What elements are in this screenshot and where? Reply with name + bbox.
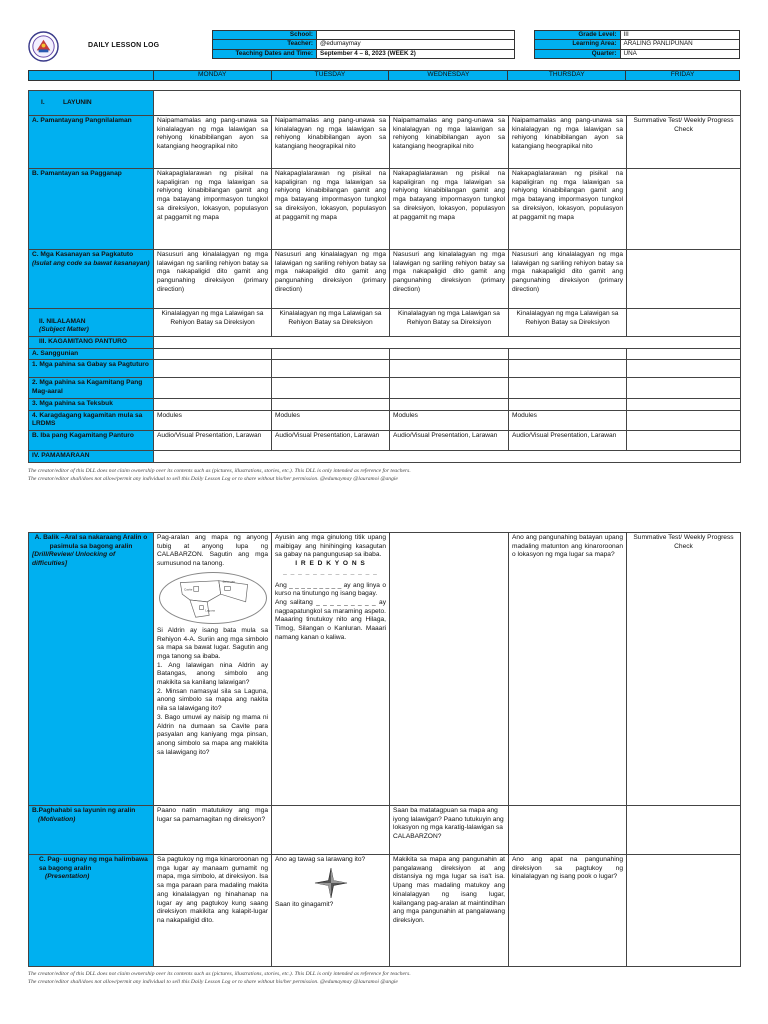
sang-mon: [154, 348, 272, 360]
balik-aral-subtitle: [Drill/Review/ Unlocking of difficulties]: [32, 551, 116, 568]
kas-tuesday: Nasusuri ang kinalalagyan ng mga lalawigan ng sariling rehiyon batay sa mga nakapaligid dito gamit ang pangunahing direksiyon (primary direction): [272, 250, 390, 309]
lrdms-friday: [627, 410, 741, 430]
pang-monday: Naipamamalas ang pang-unawa sa kinalalagyan ng mga lalawigan sa rehiyong kinabibilangan ayon sa katangiang heograpikal nito: [154, 116, 272, 169]
pamamaraan-row: [29, 450, 741, 462]
pamantayan-pagganap-row: [29, 169, 741, 250]
grade-value: III: [620, 31, 739, 40]
day-wednesday: WEDNESDAY: [389, 71, 508, 81]
pag-uugnay-thursday: Ano ang apat na pangunahing direksiyon sa pagtukoy ng kinalalagyan ng isang pook o lugar?: [509, 855, 627, 967]
paghahabi-wednesday: Saan ba matatagpuan sa mapa ang iyong lalawigan? Paano tutukuyin ang lokasyon ng mga karatig-lalawigan sa CALABARZON?: [390, 806, 509, 855]
pamamaraan-blank: [154, 450, 741, 462]
paghahabi-row: [29, 806, 741, 855]
iba-pang-kagamitan-row: [29, 430, 741, 450]
grade-row: [535, 31, 740, 40]
pamantayang-pangnilalaman-label: A. Pamantayang Pangnilalaman: [29, 116, 154, 169]
grade-info-table: [534, 30, 740, 59]
pag-thursday: Nakapaglalarawan ng pisikal na kapaligiran ng mga lalawigan sa rehiyong kinabibilangan gamit ang mga batayang impormasyon tungkol sa direksiyon, lokasyon, populasyon at paggamit ng mapa: [509, 169, 627, 250]
gabay-tue: [272, 360, 390, 378]
teksbuk-label: 3. Mga pahina sa Teksbuk: [29, 398, 154, 410]
disclaimer-line1: The creator/editor of this DLL does not claim ownership over its contents such as (pictures, illustrations, stories, etc.). This DLL is only intended as reference for teachers.: [28, 468, 411, 474]
map-label-batangas: Batangas: [222, 579, 235, 584]
compass-rose-icon: [313, 867, 349, 899]
dates-label: Teaching Dates and Time:: [213, 49, 317, 58]
kasanayan-title: C. Mga Kasanayan sa Pagkatuto: [32, 251, 134, 258]
kas-thursday: Nasusuri ang kinalalagyan ng mga lalawigan ng sariling rehiyon batay sa mga nakapaligid dito gamit ang pangunahing direksiyon (primary direction): [509, 250, 627, 309]
balik-aral-label: [29, 533, 154, 806]
paghahabi-title: B.Paghahabi sa layunin ng aralin: [32, 807, 136, 814]
school-label: School:: [213, 31, 317, 40]
pag-uugnay-tuesday: [272, 855, 390, 967]
jumbled-sentence-1: Ang _ _ _ _ _ _ _ _ _ ay ang linya o kurso na tinutungo ng isang bagay.: [275, 581, 386, 598]
tb-mon: [154, 398, 272, 410]
nil-friday: [627, 309, 741, 337]
kagamitang-mag-aaral-label: 2. Mga pahina sa Kagamitang Pang Mag-aaral: [29, 378, 154, 398]
school-info-table: [212, 30, 515, 59]
kagamitang-panturo-label: III. KAGAMITANG PANTURO: [29, 337, 154, 349]
nilalaman-subtitle: (Subject Matter): [39, 326, 89, 334]
pang-thursday: Naipamamalas ang pang-unawa sa kinalalagyan ng mga lalawigan sa rehiyong kinabibilangan ayon sa katangiang heograpikal nito: [509, 116, 627, 169]
balik-friday: Summative Test/ Weekly Progress Check: [627, 533, 741, 806]
balik-wednesday: [390, 533, 509, 806]
jumbled-intro: Ayusin ang mga ginulong titik upang maibigay ang hinihinging kasagutan sa gabay na pangungusap sa ibaba.: [275, 534, 386, 559]
lrdms-tuesday: Modules: [272, 410, 390, 430]
question-1: 1. Ang lalawigan nina Aldrin ay Batangas, anong simbolo ang makikita sa kanilang lalawigan?: [157, 661, 268, 687]
kagamitang-panturo-blank: [154, 337, 741, 349]
pamamaraan-label: IV. PAMAMARAAN: [29, 450, 154, 462]
km-wed: [390, 378, 509, 398]
question-2: 2. Minsan namasyal sila sa Laguna, anong simbolo sa mapa ang nakita nila sa lalawigang ito?: [157, 687, 268, 713]
tb-wed: [390, 398, 509, 410]
pag-monday: Nakapaglalarawan ng pisikal na kapaligiran ng mga lalawigan sa rehiyong kinabibilangan gamit ang mga batayang impormasyon tungkol sa direksiyon, lokasyon, populasyon at paggamit ng mapa: [154, 169, 272, 250]
pag-uugnay-subtitle: (Presentation): [45, 873, 90, 881]
map-intro: Pag-aralan ang mapa ng anyong tubig at anyong lupa ng CALABARZON. Sagutin ang mga sumusunod na tanong.: [157, 534, 268, 568]
balik-monday: [154, 533, 272, 806]
iba-wednesday: Audio/Visual Presentation, Larawan: [390, 430, 509, 450]
tb-fri: [627, 398, 741, 410]
grade-label: Grade Level:: [535, 31, 621, 40]
balik-aral-title: A. Balik –Aral sa nakaraang Aralin o pasimula sa bagong aralin: [34, 534, 148, 550]
paghahabi-subtitle: (Motivation): [38, 815, 76, 823]
day-tuesday: TUESDAY: [271, 71, 389, 81]
dates-value: September 4 – 8, 2023 (WEEK 2): [317, 49, 515, 58]
area-value: ARALING PANLIPUNAN: [620, 40, 739, 49]
pag-uugnay-wednesday: Makikita sa mapa ang pangunahin at pangalawang direksiyon at ang distansiya ng mga lugar sa isa't isa. Upang mas madaling matukoy ang kinalalagyan ng isang lugar, kailangang pag-aralan at maintindihan ang mga pangunahin at pangalawang direksiyon.: [390, 855, 509, 967]
kasanayan-row: [29, 250, 741, 309]
lrdms-wednesday: Modules: [390, 410, 509, 430]
nilalaman-row: [29, 309, 741, 337]
dates-row: [213, 49, 515, 58]
pang-friday: Summative Test/ Weekly Progress Check: [627, 116, 741, 169]
km-tue: [272, 378, 390, 398]
km-fri: [627, 378, 741, 398]
pag-uugnay-title: C. Pag- uugnay ng mga halimbawa sa bagong aralin: [39, 856, 148, 872]
lesson-grid-page2: [28, 532, 741, 967]
paghahabi-tuesday: [272, 806, 390, 855]
lrdms-monday: Modules: [154, 410, 272, 430]
pag-uugnay-row: [29, 855, 741, 967]
gabay-thu: [509, 360, 627, 378]
teksbuk-row: [29, 398, 741, 410]
school-value: [317, 31, 515, 40]
gabay-fri: [627, 360, 741, 378]
jumbled-sentence-2: Ang salitang _ _ _ _ _ _ _ _ _ ay nagpapatungkol sa maraming aspeto. Maaaring tinutukoy nito ang Hilaga, Timog, Silangan o Kanluran. Maaari namang kanan o kaliwa.: [275, 598, 386, 641]
sang-wed: [390, 348, 509, 360]
compass-question: Ano ag tawag sa larawang ito?: [275, 856, 366, 863]
disclaimer-footer-page2: [28, 970, 740, 986]
paghahabi-label: [29, 806, 154, 855]
nilalaman-title: II. NILALAMAN: [39, 317, 86, 325]
pag-uugnay-monday: Sa pagtukoy ng mga kinaroroonan ng mga lugar ay manaam gumamit ng mapa, mga simbolo, at direksiyon. Isa sa mga paraan para madaling makita ang kinalalagyan ng hinahanap na lugar ay ang pagtukoy kung saang direksiyon makikita ang kalapit-lugar na nakapaligid dito.: [154, 855, 272, 967]
day-monday: MONDAY: [153, 71, 271, 81]
km-thu: [509, 378, 627, 398]
sang-fri: [627, 348, 741, 360]
layunin-text: I. LAYUNIN: [41, 98, 92, 106]
pamantayang-pangnilalaman-row: [29, 116, 741, 169]
day-friday: FRIDAY: [626, 71, 740, 81]
paghahabi-monday: Paano natin matutukoy ang mga lugar sa pamamagitan ng direksyon?: [154, 806, 272, 855]
gabay-mon: [154, 360, 272, 378]
nil-thursday: Kinalalagyan ng mga Lalawigan sa Rehiyon Batay sa Direksiyon: [509, 309, 627, 337]
kagamitang-mag-aaral-row: [29, 378, 741, 398]
balik-tuesday: [272, 533, 390, 806]
teacher-row: [213, 40, 515, 49]
day-thursday: THURSDAY: [508, 71, 626, 81]
paghahabi-thursday: [509, 806, 627, 855]
gabay-label: 1. Mga pahina sa Gabay sa Pagtuturo: [29, 360, 154, 378]
balik-aral-row: [29, 533, 741, 806]
lrdms-label: 4. Karagdagang kagamitan mula sa LRDMS: [29, 410, 154, 430]
pag-tuesday: Nakapaglalarawan ng pisikal na kapaligiran ng mga lalawigan sa rehiyong kinabibilangan gamit ang mga batayang impormasyon tungkol sa direksiyon, lokasyon, populasyon at paggamit ng mapa: [272, 169, 390, 250]
area-label: Learning Area:: [535, 40, 621, 49]
calabarzon-map-illustration: [159, 572, 267, 624]
map-drawing: [160, 573, 266, 623]
iba-tuesday: Audio/Visual Presentation, Larawan: [272, 430, 390, 450]
gabay-wed: [390, 360, 509, 378]
kasanayan-subtitle: (Isulat ang code sa bawat kasanayan): [32, 259, 150, 267]
nilalaman-label: [29, 309, 154, 337]
day-header-row: [28, 70, 740, 81]
layunin-blank: [154, 91, 741, 116]
disclaimer-line1: The creator/editor of this DLL does not claim ownership over its contents such as (pictures, illustrations, stories, etc.). This DLL is only intended as reference for teachers.: [28, 971, 411, 977]
nil-monday: Kinalalagyan ng mga Lalawigan sa Rehiyon Batay sa Direksiyon: [154, 309, 272, 337]
disclaimer-footer-page1: [28, 467, 740, 483]
disclaimer-line2: The creator/editor shall/does not allow/permit any individual to sell this Daily Lesson Log or to share without his/her permission. @edumaymay @lauramoi @angie: [28, 476, 398, 483]
tb-thu: [509, 398, 627, 410]
pag-uugnay-friday: [627, 855, 741, 967]
balik-thursday: Ano ang pangunahing batayan upang madaling matunton ang kinaroroonan o lokasyon ng mga lugar sa mapa?: [509, 533, 627, 806]
paghahabi-friday: [627, 806, 741, 855]
day-header-blank: [29, 71, 154, 81]
pang-wednesday: Naipamamalas ang pang-unawa sa kinalalagyan ng mga lalawigan sa rehiyong kinabibilangan ayon sa katangiang heograpikal nito: [390, 116, 509, 169]
area-row: [535, 40, 740, 49]
lesson-grid-page1: [28, 90, 741, 463]
iba-friday: [627, 430, 741, 450]
iba-pang-kagamitan-label: B. Iba pang Kagamitang Panturo: [29, 430, 154, 450]
map-label-laguna: Laguna: [204, 608, 215, 613]
kas-wednesday: Nasusuri ang kinalalagyan ng mga lalawigan ng sariling rehiyon batay sa mga nakapaligid dito gamit ang pangunahing direksiyon (primary direction): [390, 250, 509, 309]
lrdms-thursday: Modules: [509, 410, 627, 430]
iba-thursday: Audio/Visual Presentation, Larawan: [509, 430, 627, 450]
pag-friday: [627, 169, 741, 250]
km-mon: [154, 378, 272, 398]
sanggunian-row: [29, 348, 741, 360]
kasanayan-label: [29, 250, 154, 309]
pag-uugnay-label: [29, 855, 154, 967]
iba-monday: Audio/Visual Presentation, Larawan: [154, 430, 272, 450]
map-label-cavite: Cavite: [183, 587, 192, 592]
lrdms-row: [29, 410, 741, 430]
quarter-row: [535, 49, 740, 58]
school-row: [213, 31, 515, 40]
dll-title: DAILY LESSON LOG: [88, 42, 160, 49]
header: [28, 30, 740, 63]
sang-thu: [509, 348, 627, 360]
kagamitang-panturo-row: [29, 337, 741, 349]
quarter-value: UNA: [620, 49, 739, 58]
kas-friday: [627, 250, 741, 309]
pag-wednesday: Nakapaglalarawan ng pisikal na kapaligiran ng mga lalawigan sa rehiyong kinabibilangan gamit ang mga batayang impormasyon tungkol sa direksiyon, lokasyon, populasyon at paggamit ng mapa: [390, 169, 509, 250]
layunin-row: [29, 91, 741, 116]
pamantayan-pagganap-label: B. Pamantayan sa Pagganap: [29, 169, 154, 250]
sang-tue: [272, 348, 390, 360]
disclaimer-line2: The creator/editor shall/does not allow/permit any individual to sell this Daily Lesson Log or to share without his/her permission. @edumaymay @lauramoi @angie: [28, 979, 398, 986]
kas-monday: Nasusuri ang kinalalagyan ng mga lalawigan ng sariling rehiyon batay sa mga nakapaligid dito gamit ang pangunahing direksiyon (primary direction): [154, 250, 272, 309]
jumbled-word: I R E D K Y O N S: [295, 560, 366, 568]
teacher-label: Teacher:: [213, 40, 317, 49]
jumbled-blank: _ _ _ _ _ _ _ _ _ _ _ _ _: [283, 568, 378, 576]
nil-wednesday: Kinalalagyan ng mga Lalawigan sa Rehiyon Batay sa Direksiyon: [390, 309, 509, 337]
layunin-label: [29, 91, 154, 116]
deped-seal-logo: [28, 31, 59, 62]
nil-tuesday: Kinalalagyan ng mga Lalawigan sa Rehiyon Batay sa Direksiyon: [272, 309, 390, 337]
teacher-value: @edumaymay: [317, 40, 515, 49]
sanggunian-label: A. Sanggunian: [29, 348, 154, 360]
aldrin-story: Si Aldrin ay isang bata mula sa Rehiyon 4-A. Suriin ang mga simbolo sa mapa sa bawat lugar. Sagutin ang mga tanong sa ibaba.: [157, 626, 268, 660]
quarter-label: Quarter:: [535, 49, 621, 58]
compass-use-question: Saan ito ginagamit?: [275, 900, 334, 908]
pang-tuesday: Naipamamalas ang pang-unawa sa kinalalagyan ng mga lalawigan sa rehiyong kinabibilangan ayon sa katangiang heograpikal nito: [272, 116, 390, 169]
question-3: 3. Bago umuwi ay naisip ng mama ni Aldrin na dumaan sa Cavite para pasyalan ang kaniyang mga pinsan, anong simbolo sa mapa ang makikita sa lalawigang ito?: [157, 713, 268, 756]
tb-tue: [272, 398, 390, 410]
gabay-row: [29, 360, 741, 378]
